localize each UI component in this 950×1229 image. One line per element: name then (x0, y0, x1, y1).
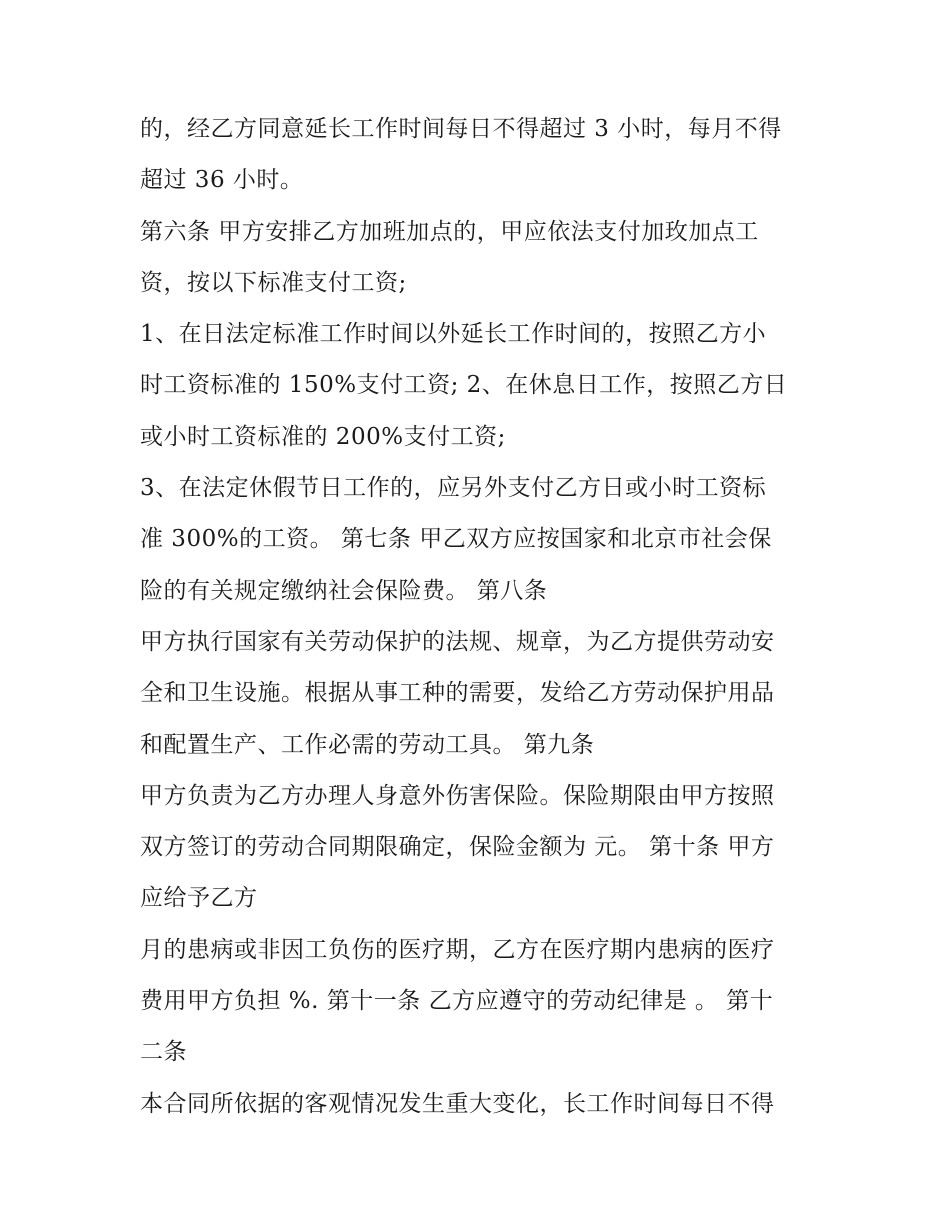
text-line: 甲方负责为乙方办理人身意外伤害保险。保险期限由甲方按照 (140, 782, 775, 809)
text-line: 双方签订的劳动合同期限确定，保险金额为 元。 第十条 甲方 (140, 834, 775, 861)
text-line: 或小时工资标准的 200%支付工资; (140, 423, 506, 450)
text-line: 甲方执行国家有关劳动保护的法规、规章，为乙方提供劳动安 (140, 628, 775, 655)
text-line: 二条 (140, 1039, 187, 1066)
text-line: 费用甲方负担 %. 第十一条 乙方应遵守的劳动纪律是 。 第十 (140, 988, 774, 1015)
text-line: 3、在法定休假节日工作的，应另外支付乙方日或小时工资标 (140, 475, 767, 502)
document-body (140, 104, 820, 1130)
text-line: 第六条 甲方安排乙方加班加点的，甲应依法支付加玫加点工 (140, 218, 759, 245)
text-line: 准 300%的工资。 第七条 甲乙双方应按国家和北京市社会保 (140, 526, 772, 553)
text-line: 的，经乙方同意延长工作时间每日不得超过 3 小时，每月不得 (140, 116, 782, 142)
text-line: 资，按以下标准支付工资; (140, 269, 407, 296)
text-line: 时工资标准的 150%支付工资; 2、在休息日工作，按照乙方日 (140, 372, 788, 399)
text-line: 超过 36 小时。 (140, 167, 304, 194)
text-line: 1、在日法定标准工作时间以外延长工作时间的，按照乙方小 (140, 321, 767, 348)
text-line: 和配置生产、工作必需的劳动工具。 第九条 (140, 731, 595, 758)
text-line: 应给予乙方 (140, 885, 258, 912)
text-line: 月的患病或非因工负伤的医疗期，乙方在医疗期内患病的医疗 (140, 936, 775, 963)
text-line: 本合同所依据的客观情况发生重大变化，长工作时间每日不得 (140, 1090, 775, 1117)
text-line: 全和卫生设施。根据从事工种的需要，发给乙方劳动保护用品 (140, 680, 775, 707)
text-line: 险的有关规定缴纳社会保险费。 第八条 (140, 577, 548, 604)
